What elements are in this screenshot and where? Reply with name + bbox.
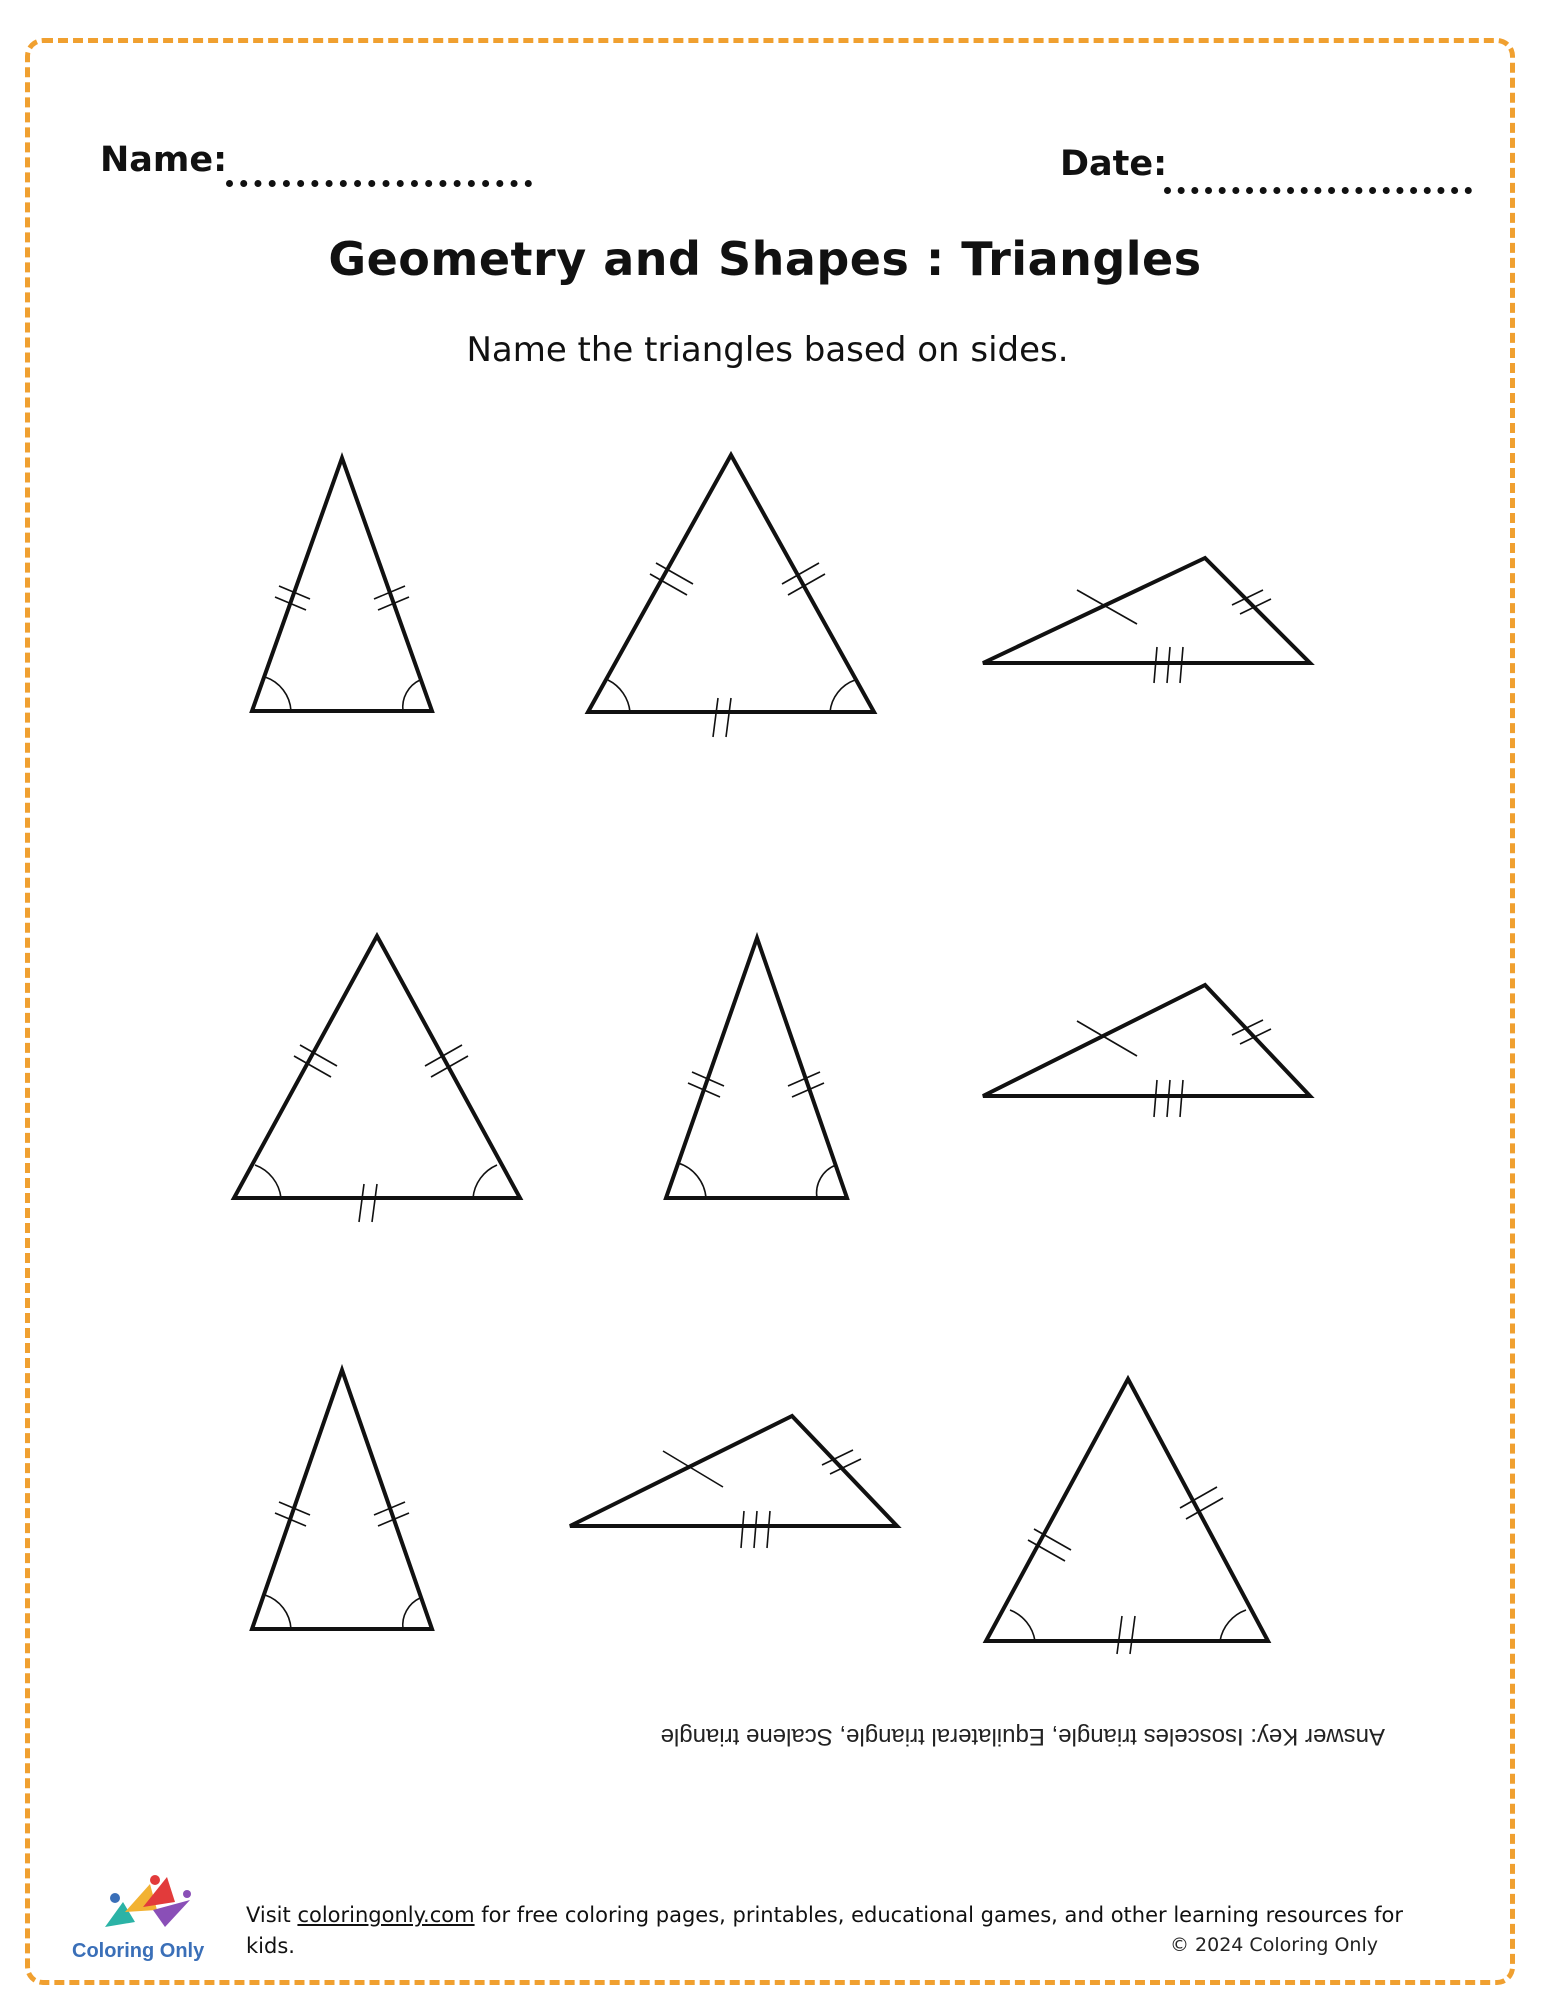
date-label: Date: — [1060, 144, 1168, 184]
triangle-9-equilateral — [986, 1379, 1268, 1654]
instruction-text: Name the triangles based on sides. — [466, 330, 1069, 370]
triangle-4-equilateral — [234, 936, 520, 1222]
triangle-6-scalene — [983, 985, 1310, 1117]
copyright-text: © 2024 Coloring Only — [1170, 1934, 1378, 1956]
triangle-3-scalene — [983, 558, 1310, 683]
website-link[interactable]: coloringonly.com — [297, 1903, 475, 1927]
name-label: Name: — [100, 140, 228, 180]
coloring-only-logo-icon — [95, 1872, 195, 1942]
triangle-5-isosceles — [666, 938, 847, 1198]
triangle-2-equilateral — [588, 455, 874, 737]
triangle-7-isosceles — [252, 1370, 432, 1629]
answer-key: Answer Key: Isosceles triangle, Equilateral triangle, Scalene triangle — [660, 1723, 1385, 1750]
triangle-8-scalene — [570, 1416, 897, 1548]
footer-visit-suffix: for free coloring pages, printables, educational games, and other learning resources for kids. — [246, 1903, 1403, 1958]
logo-text: Coloring Only — [72, 1940, 205, 1962]
footer-visit-prefix: Visit — [246, 1903, 298, 1927]
triangle-1-isosceles — [252, 458, 432, 711]
page-title: Geometry and Shapes : Triangles — [328, 232, 1202, 286]
